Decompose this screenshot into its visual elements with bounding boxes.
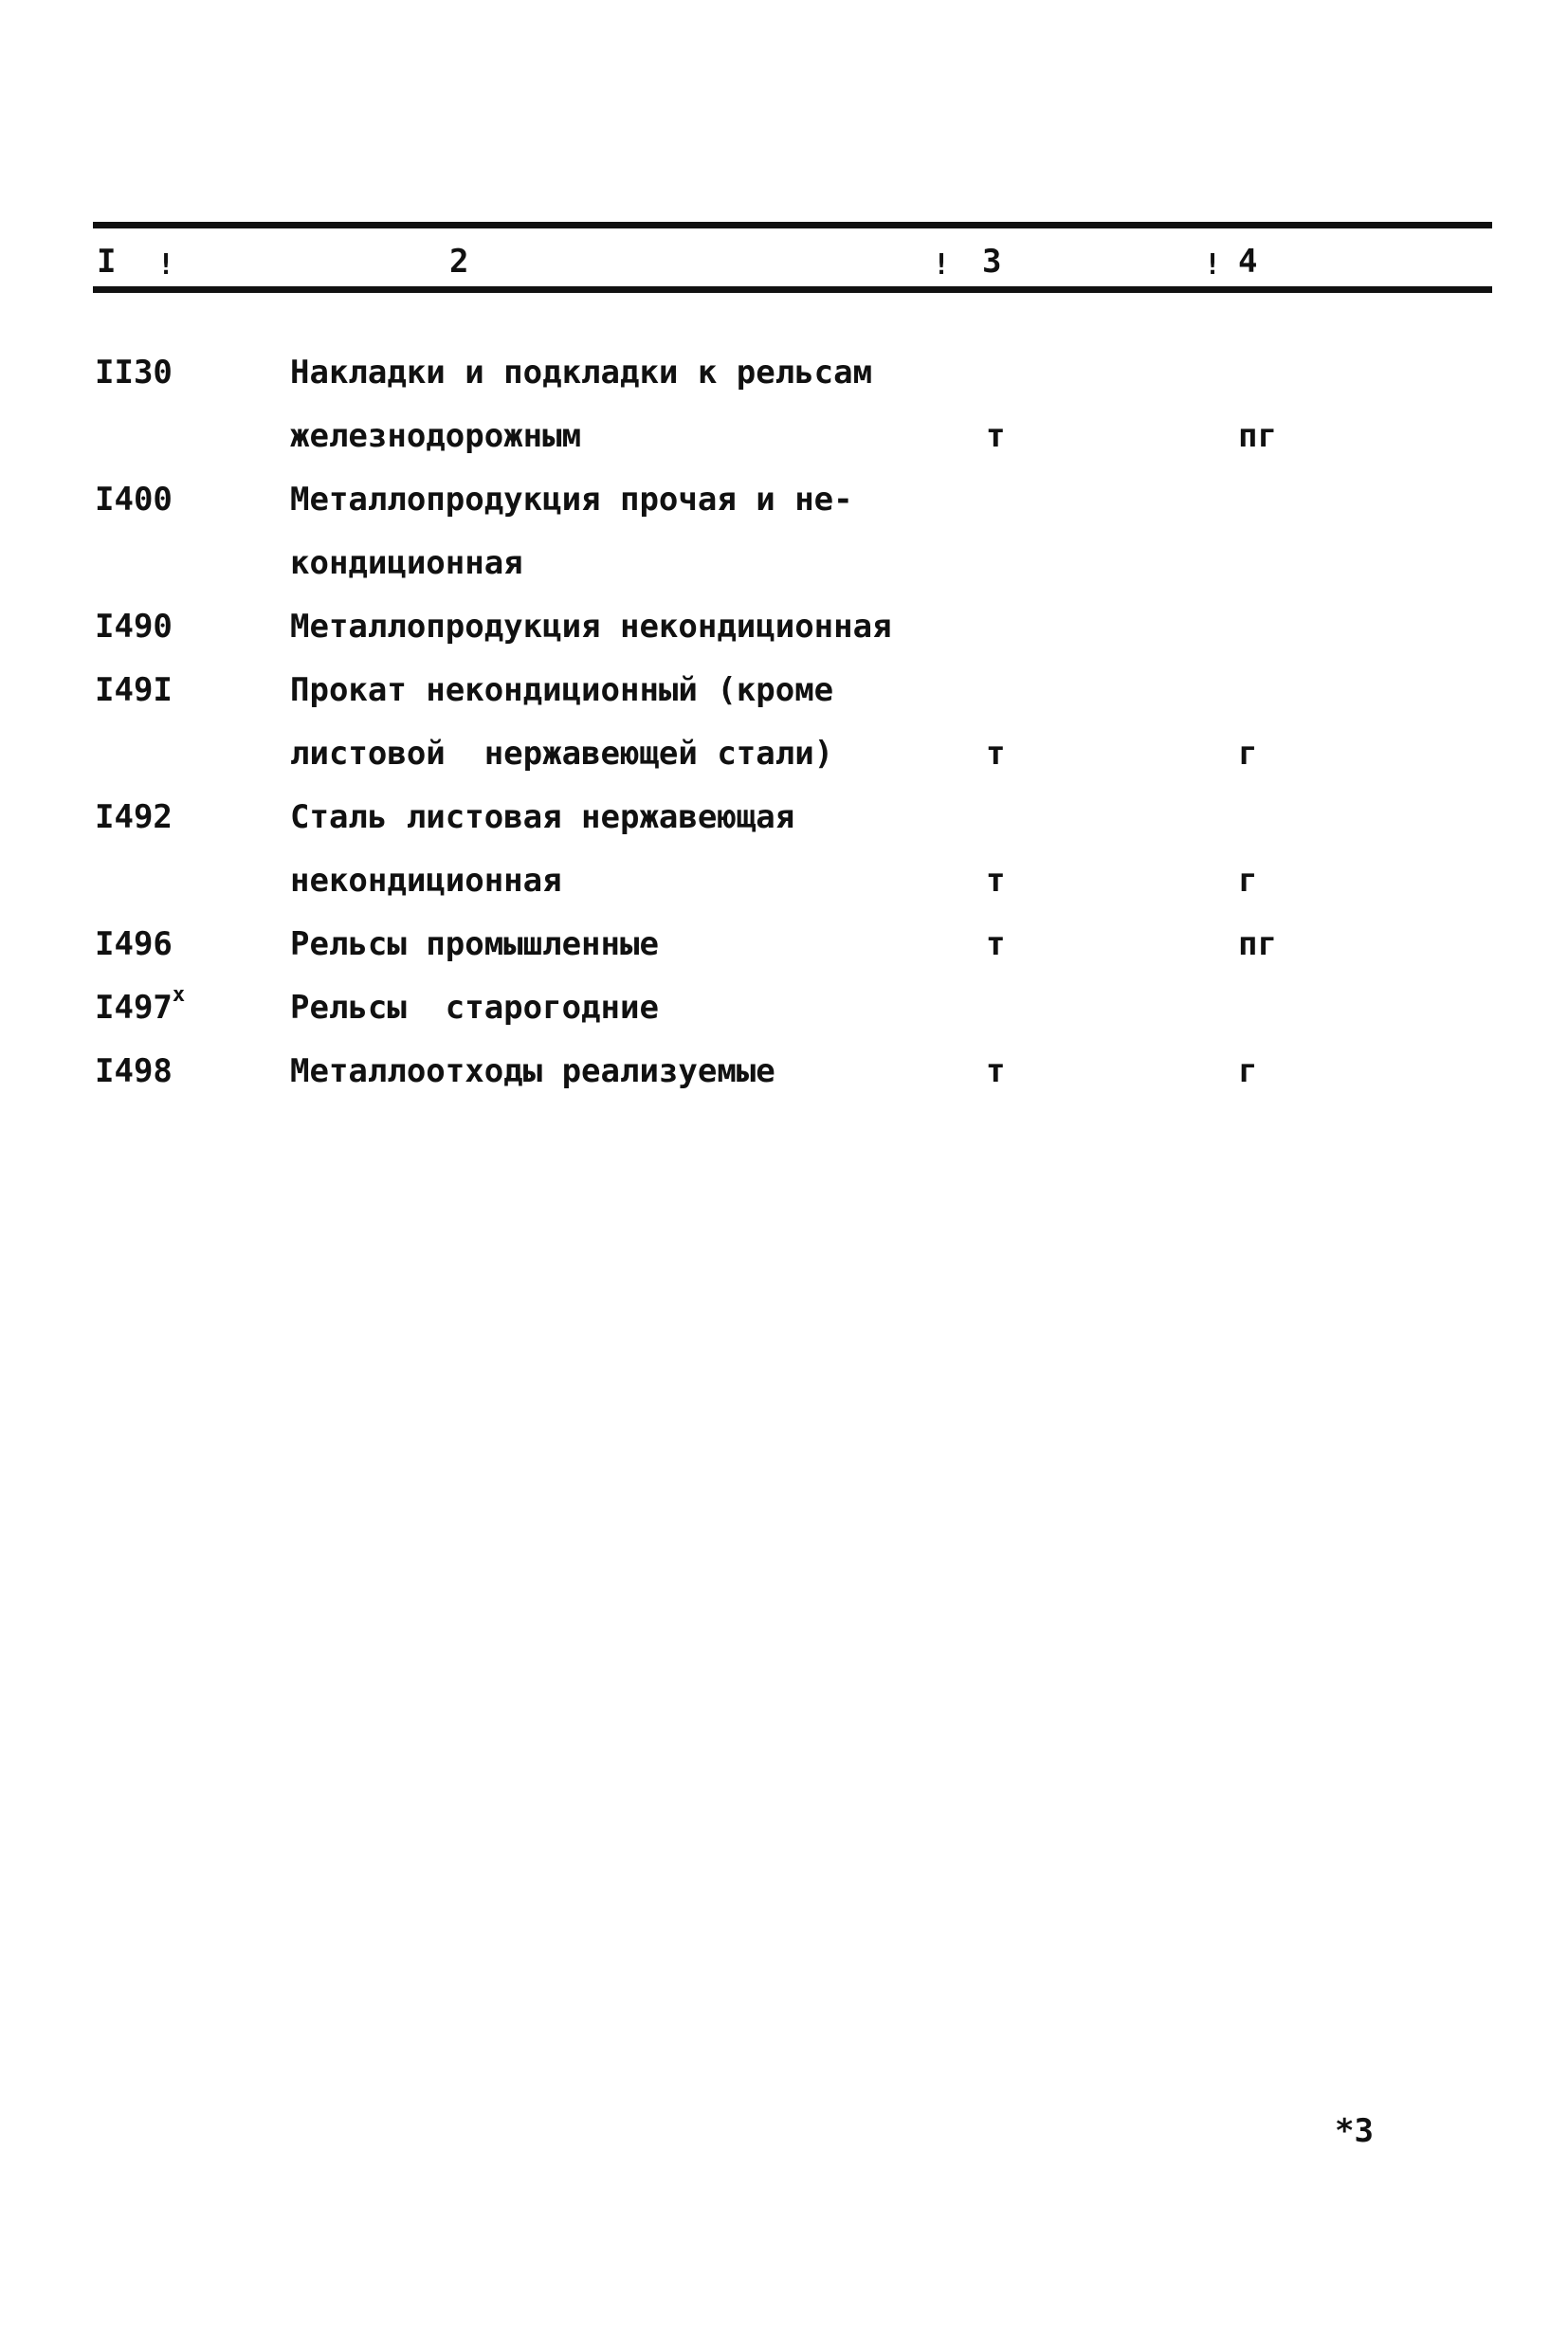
row-name: листовой нержавеющей стали) (290, 735, 834, 773)
header-col-4: 4 (1238, 243, 1258, 281)
header-col-3: 3 (982, 243, 1002, 281)
row-name: некондиционная (290, 862, 562, 900)
row-name: Металлоотходы реализуемые (290, 1052, 775, 1090)
row-code (95, 913, 173, 976)
table-row-line (0, 659, 1568, 722)
row-name: Рельсы промышленные (290, 925, 659, 963)
row-code (95, 659, 173, 722)
row-name: Сталь листовая нержавеющая (290, 798, 795, 836)
row-code-text: I490 (95, 608, 173, 646)
table-row (0, 913, 1568, 976)
row-class: пг (1238, 925, 1277, 963)
table-row (0, 595, 1568, 659)
table-row (0, 786, 1568, 913)
row-name: Накладки и подкладки к рельсам (290, 354, 873, 392)
table-row (0, 468, 1568, 595)
table-row (0, 341, 1568, 468)
table-row-line (0, 976, 1568, 1040)
row-code-text: I400 (95, 481, 173, 519)
table-row-line (0, 468, 1568, 532)
table-row (0, 659, 1568, 786)
table-row-line (0, 849, 1568, 913)
row-code-text: II30 (95, 354, 173, 392)
table-row-line (0, 722, 1568, 786)
row-name: Прокат некондиционный (кроме (290, 671, 834, 709)
table-row-line (0, 405, 1568, 468)
table-row-line (0, 786, 1568, 849)
row-unit: т (986, 417, 1006, 455)
table-row-line (0, 532, 1568, 595)
row-code (95, 976, 185, 1040)
row-unit: т (986, 862, 1006, 900)
row-code (95, 341, 173, 405)
row-unit: т (986, 1052, 1006, 1090)
header-col-1: I (97, 243, 117, 281)
table-header-row (0, 243, 1568, 281)
row-unit: т (986, 735, 1006, 773)
page-number: *3 (1335, 2112, 1374, 2150)
row-unit: т (986, 925, 1006, 963)
row-name: Металлопродукция некондиционная (290, 608, 892, 646)
row-code-text: I49I (95, 671, 173, 709)
table-top-rule (93, 222, 1492, 228)
table-row-line (0, 913, 1568, 976)
table-row-line (0, 595, 1568, 659)
row-code-text: I492 (95, 798, 173, 836)
table-row (0, 976, 1568, 1040)
row-class: г (1238, 862, 1258, 900)
row-name: Рельсы старогодние (290, 989, 659, 1027)
header-separator-1: ! (157, 248, 175, 282)
table-row (0, 1040, 1568, 1103)
row-name: железнодорожным (290, 417, 582, 455)
header-separator-2: ! (933, 248, 951, 282)
header-separator-3: ! (1204, 248, 1222, 282)
row-class: г (1238, 735, 1258, 773)
table-row-line (0, 341, 1568, 405)
row-code-superscript: х (172, 982, 186, 1007)
row-class: пг (1238, 417, 1277, 455)
row-code (95, 786, 173, 849)
row-code (95, 468, 173, 532)
table-body (0, 341, 1568, 1103)
header-col-2: 2 (449, 243, 469, 281)
table-header-bottom-rule (93, 286, 1492, 293)
row-code (95, 595, 173, 659)
row-code-text: I498 (95, 1052, 173, 1090)
row-name: кондиционная (290, 544, 523, 582)
row-code-text: I496 (95, 925, 173, 963)
row-code-text: I497 (95, 989, 173, 1027)
row-code (95, 1040, 173, 1103)
row-name: Металлопродукция прочая и не- (290, 481, 853, 519)
row-class: г (1238, 1052, 1258, 1090)
table-row-line (0, 1040, 1568, 1103)
